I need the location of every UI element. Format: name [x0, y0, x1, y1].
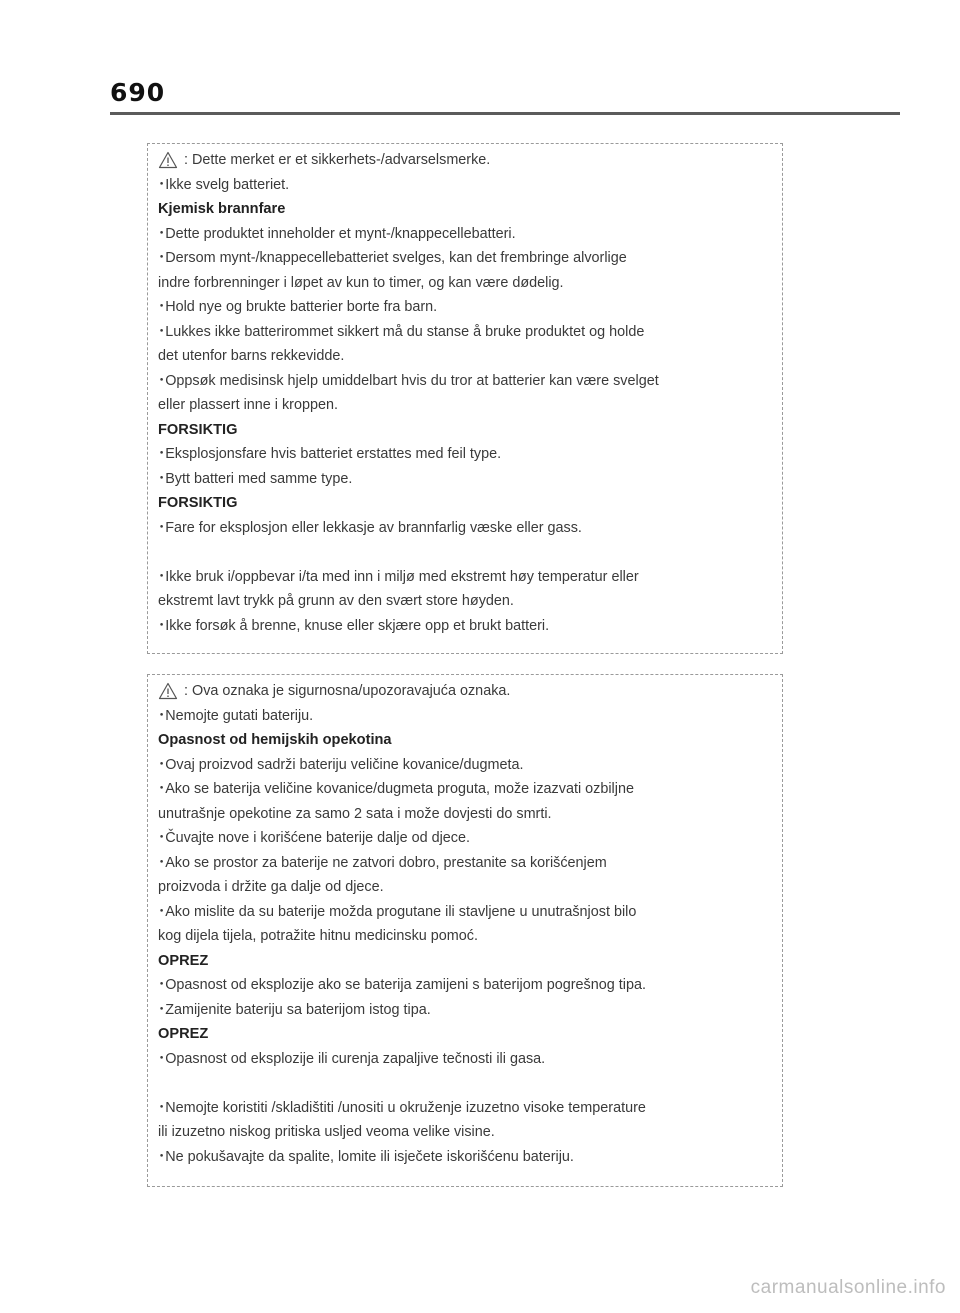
- section-heading: OPREZ: [158, 1026, 209, 1042]
- text-line: ･Fare for eksplosjon eller lekkasje av brannfarlig væske eller gass.: [158, 519, 582, 536]
- text-line: ･Čuvajte nove i korišćene baterije dalje od djece.: [158, 830, 470, 846]
- text-line: ･Ako se baterija veličine kovanice/dugmeta proguta, može izazvati ozbiljne: [158, 781, 634, 797]
- watermark: carmanualsonline.info: [750, 1277, 946, 1298]
- text-line: ･Ikke svelg batteriet.: [158, 176, 290, 193]
- section-heading: OPREZ: [158, 952, 209, 969]
- notice-box-norwegian: [147, 143, 783, 654]
- text-line: ･Hold nye og brukte batterier borte fra barn.: [158, 299, 438, 315]
- section-heading: FORSIKTIG: [158, 421, 238, 438]
- text-line: kog dijela tijela, potražite hitnu medicinsku pomoć.: [158, 928, 478, 944]
- header-rule: [110, 112, 900, 115]
- text-line: ･Dette produktet inneholder et mynt-/knappecellebatteri.: [158, 225, 516, 242]
- text-line: det utenfor barns rekkevidde.: [158, 348, 345, 364]
- section-heading: Opasnost od hemijskih opekotina: [158, 732, 392, 748]
- text-line: ･Oppsøk medisinsk hjelp umiddelbart hvis du tror at batterier kan være svelget: [158, 372, 659, 389]
- warning-label-text: : Dette merket er et sikkerhets-/advarselsmerke.: [184, 152, 491, 168]
- text-line: indre forbrenninger i løpet av kun to timer, og kan være dødelig.: [158, 274, 564, 291]
- text-line: ･Eksplosjonsfare hvis batteriet erstattes med feil type.: [158, 446, 502, 462]
- text-line: ･Nemojte gutati bateriju.: [158, 707, 314, 724]
- warning-label-line: [158, 679, 772, 704]
- warning-label-line: [158, 148, 772, 173]
- warning-triangle-icon: [158, 682, 178, 700]
- notice-lines: [158, 173, 772, 639]
- text-line: ･Ovaj proizvod sadrži bateriju veličine kovanice/dugmeta.: [158, 756, 524, 773]
- text-line: ･Ako se prostor za baterije ne zatvori dobro, prestanite sa korišćenjem: [158, 854, 607, 871]
- text-line: ･Ikke forsøk å brenne, knuse eller skjære opp et brukt batteri.: [158, 617, 550, 634]
- text-line: unutrašnje opekotine za samo 2 sata i može dovjesti do smrti.: [158, 805, 552, 822]
- text-line: proizvoda i držite ga dalje od djece.: [158, 879, 384, 895]
- notice-lines: [158, 704, 772, 1170]
- text-line: eller plassert inne i kroppen.: [158, 397, 338, 413]
- text-line: ･Opasnost od eksplozije ako se baterija zamijeni s baterijom pogrešnog tipa.: [158, 977, 646, 993]
- text-line: ･Lukkes ikke batterirommet sikkert må du stanse å bruke produktet og holde: [158, 323, 645, 340]
- text-line: ･Nemojte koristiti /skladištiti /unositi u okruženje izuzetno visoke temperature: [158, 1099, 646, 1116]
- text-line: ･Opasnost od eksplozije ili curenja zapaljive tečnosti ili gasa.: [158, 1050, 546, 1067]
- warning-triangle-icon: [158, 151, 178, 169]
- text-line: ･Dersom mynt-/knappecellebatteriet svelges, kan det frembringe alvorlige: [158, 250, 627, 266]
- blank-line: [158, 540, 772, 565]
- text-line: ･Ako mislite da su baterije možda progutane ili stavljene u unutrašnjost bilo: [158, 903, 637, 920]
- notice-box-croatian: [147, 674, 783, 1187]
- text-line: ･Ne pokušavajte da spalite, lomite ili isječete iskorišćenu bateriju.: [158, 1148, 574, 1165]
- section-heading: FORSIKTIG: [158, 495, 238, 511]
- text-line: ･Ikke bruk i/oppbevar i/ta med inn i miljø med ekstremt høy temperatur eller: [158, 568, 639, 585]
- section-heading: Kjemisk brannfare: [158, 201, 286, 217]
- text-line: ･Zamijenite bateriju sa baterijom istog tipa.: [158, 1001, 431, 1018]
- text-line: ekstremt lavt trykk på grunn av den svært store høyden.: [158, 593, 514, 609]
- page-number: 690: [110, 78, 166, 107]
- blank-line: [158, 1071, 772, 1096]
- warning-label-text: : Ova oznaka je sigurnosna/upozoravajuća oznaka.: [184, 683, 511, 699]
- text-line: ili izuzetno niskog pritiska usljed veoma velike visine.: [158, 1124, 495, 1140]
- text-line: ･Bytt batteri med samme type.: [158, 470, 353, 487]
